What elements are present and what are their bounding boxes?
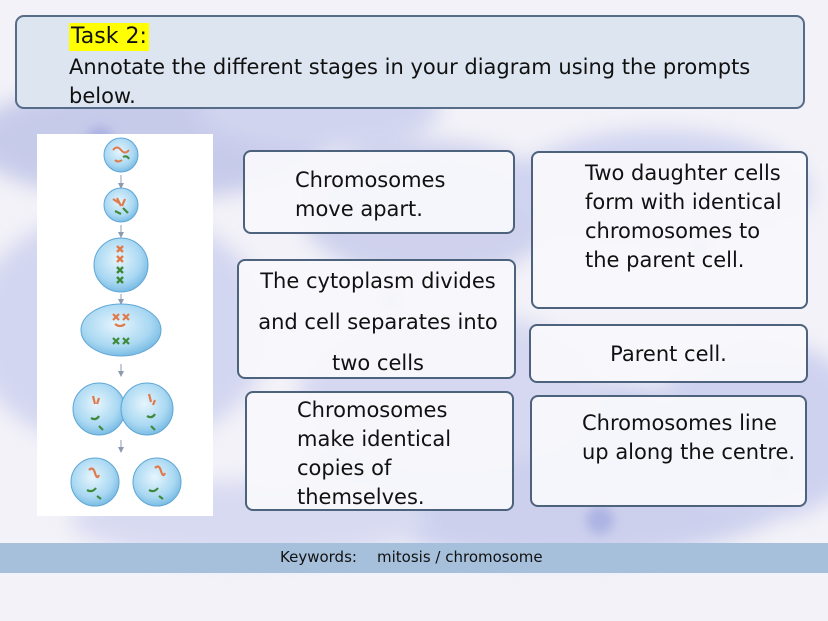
stage-6-cells <box>71 458 181 506</box>
prompt-daughter-cells-text: Two daughter cells form with identical chromosomes to the parent cell. <box>585 161 782 272</box>
prompt-copies <box>245 391 514 511</box>
prompt-cytoplasm-divides <box>237 259 516 379</box>
prompt-parent-cell <box>529 324 808 383</box>
prompt-copies-text: Chromosomes make identical copies of themselves. <box>297 398 452 509</box>
prompt-daughter-cells <box>531 151 808 309</box>
prompt-cytoplasm-divides-text: The cytoplasm divides and cell separates into two cells <box>258 269 498 375</box>
prompt-line-up <box>530 395 807 507</box>
keywords-value: mitosis / chromosome <box>377 548 543 566</box>
task-instruction: Annotate the different stages in your diagram using the prompts below. <box>69 55 751 108</box>
mitosis-stages-image <box>37 134 213 516</box>
keywords-label: Keywords: <box>280 548 357 566</box>
prompt-move-apart-text: Chromosomes move apart. <box>295 168 446 221</box>
task-box <box>15 15 805 109</box>
prompt-parent-cell-text: Parent cell. <box>610 342 727 366</box>
stage-3-cell <box>94 238 148 292</box>
keywords-bar <box>0 543 828 573</box>
stage-2-cell <box>104 188 138 222</box>
prompt-line-up-text: Chromosomes line up along the centre. <box>582 411 796 464</box>
stage-1-cell <box>104 138 138 172</box>
task-title: Task 2: <box>71 24 147 49</box>
prompt-move-apart <box>243 150 515 234</box>
mitosis-diagram <box>37 134 213 516</box>
stage-4-cell <box>81 304 161 356</box>
stage-5-cell <box>73 383 173 435</box>
